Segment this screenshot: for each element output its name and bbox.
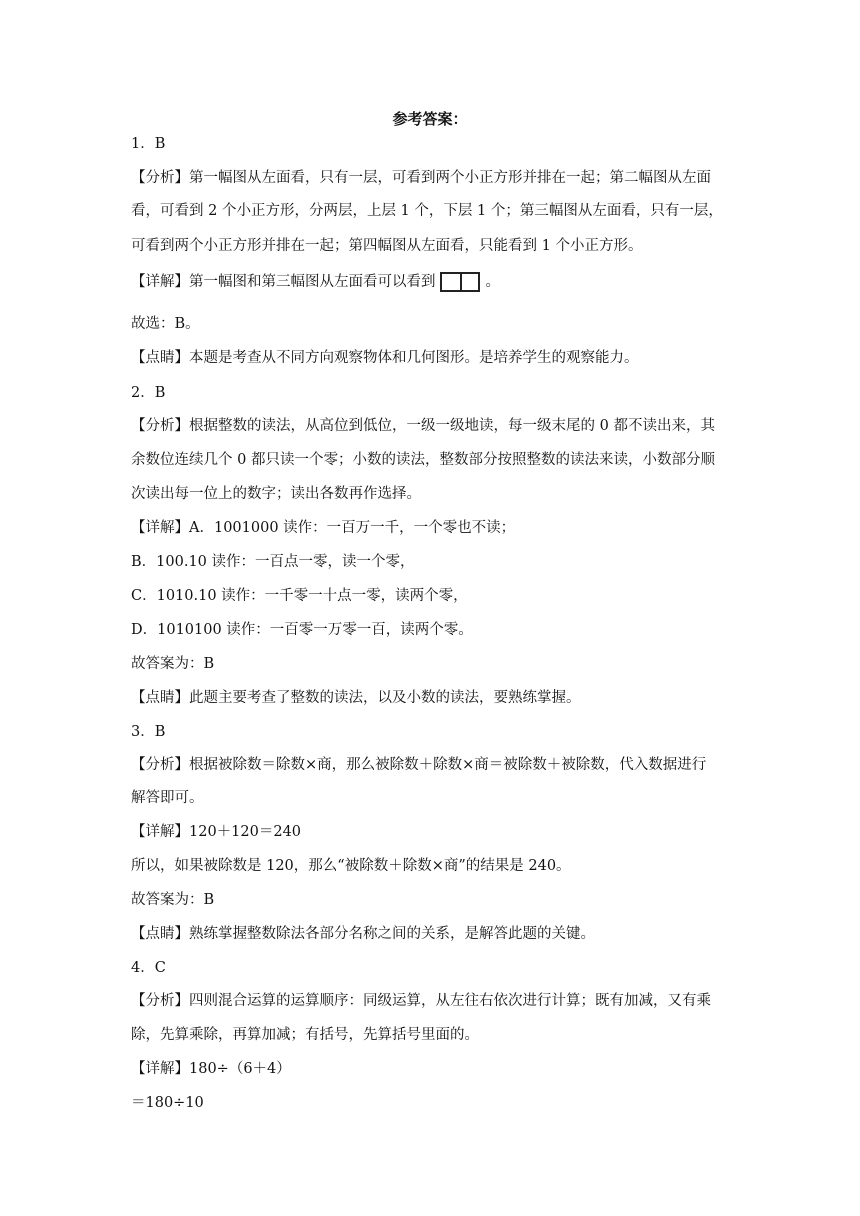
tip-2: 【点睛】此题主要考查了整数的读法，以及小数的读法，要熟练掌握。 [131,690,581,706]
detail-1-end: 。 [485,274,500,290]
answer-1-header: 1．B [131,136,166,152]
detail-4-step: ＝180÷10 [131,1095,204,1111]
choice-1: 故选：B。 [131,316,200,332]
analysis-4-line1: 【分析】四则混合运算的运算顺序：同级运算，从左往右依次进行计算；既有加减，又有乘 [131,993,711,1009]
detail-1-line [131,272,500,292]
analysis-3-line1: 【分析】根据被除数＝除数×商，那么被除数＋除数×商＝被除数＋被除数，代入数据进行 [131,757,707,773]
analysis-1-line2: 看，可看到 2 个小正方形，分两层，上层 1 个，下层 1 个；第三幅图从左面看，只有一层， [131,203,723,219]
two-squares-figure [440,272,480,292]
answer-4-header: 4．C [131,960,166,976]
choice-3: 故答案为：B [131,892,215,908]
answer-3-header: 3．B [131,724,166,740]
analysis-4-line2: 除，先算乘除，再算加减；有括号，先算括号里面的。 [131,1027,479,1043]
tip-1: 【点睛】本题是考查从不同方向观察物体和几何图形。是培养学生的观察能力。 [131,350,639,366]
detail-2-c: C．1010.10 读作：一千零一十点一零，读两个零， [131,588,468,604]
page-title: 参考答案： [392,110,468,128]
analysis-2-line2: 余数位连续几个 0 都只读一个零；小数的读法，整数部分按照整数的读法来读，小数部分顺 [131,452,715,468]
analysis-1-line3: 可看到两个小正方形并排在一起；第四幅图从左面看，只能看到 1 个小正方形。 [131,238,643,254]
analysis-1-line1: 【分析】第一幅图从左面看，只有一层，可看到两个小正方形并排在一起；第二幅图从左面 [131,170,711,186]
detail-3: 【详解】120＋120＝240 [131,824,302,840]
analysis-2-line3: 次读出每一位上的数字；读出各数再作选择。 [131,486,421,502]
detail-2-d: D．1010100 读作：一百零一万零一百，读两个零。 [131,622,473,638]
detail-4: 【详解】180÷（6＋4） [131,1061,291,1077]
detail-3-conclusion: 所以，如果被除数是 120，那么“被除数＋除数×商”的结果是 240。 [131,858,571,874]
analysis-3-line2: 解答即可。 [131,790,204,806]
detail-2-b: B．100.10 读作：一百点一零，读一个零， [131,554,415,570]
answer-2-header: 2．B [131,385,166,401]
tip-3: 【点睛】熟练掌握整数除法各部分名称之间的关系，是解答此题的关键。 [131,926,595,942]
detail-1-text: 【详解】第一幅图和第三幅图从左面看可以看到 [131,274,436,290]
choice-2: 故答案为：B [131,656,215,672]
detail-2-a: 【详解】A．1001000 读作：一百万一千，一个零也不读； [131,520,516,536]
analysis-2-line1: 【分析】根据整数的读法，从高位到低位，一级一级地读，每一级末尾的 0 都不读出来，其 [131,418,715,434]
